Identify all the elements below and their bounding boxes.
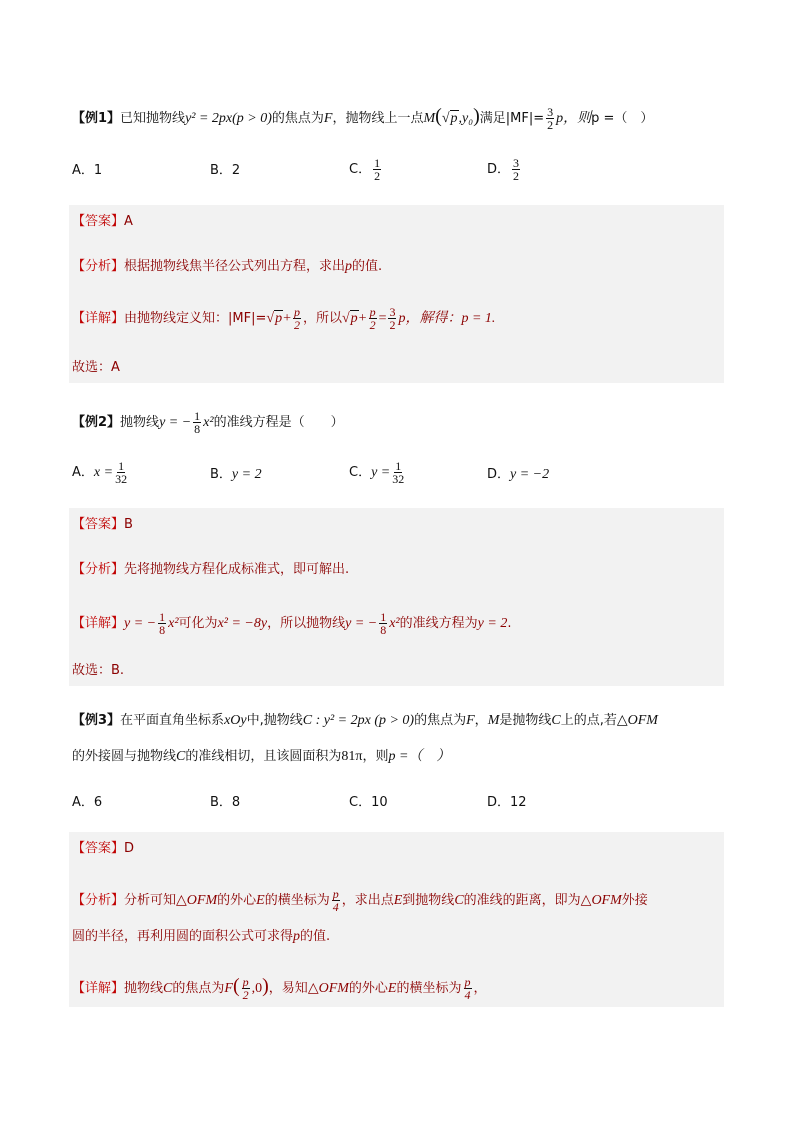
example2-detail: 【详解】y = − $\frac{1}{8}$ x²可化为x² = −8y，所以抛物线y = − $\frac{1}{8}$ x²的准线方程为y = 2. <box>72 610 512 637</box>
example3-detail: 【详解】抛物线C的焦点为F( $\frac{p}{2}$ ,0)，易知△OFM的外心E的横坐标为 $\frac{p}{4}$ ， <box>72 975 487 1002</box>
example2-option-d: D．y = −2 <box>487 467 550 482</box>
example1-detail: 【详解】由抛物线定义知：|MF|=√p+ $\frac{p}{2}$ ，所以√p+ $\frac{p}{2}$ = $\frac{3}{2}$ p，解得：p = 1. <box>72 305 496 332</box>
example1-choice: 故选：A <box>72 360 120 375</box>
example2-solution-panel <box>69 508 724 686</box>
example2-option-b: B．y = 2 <box>210 467 262 482</box>
example2-option-c: C．y = $\frac{1}{32}$ <box>349 459 405 486</box>
example3-option-a: A．6 <box>72 795 103 810</box>
example1-analysis: 【分析】根据抛物线焦半径公式列出方程，求出p的值. <box>72 259 383 274</box>
example1-option-c: C． $\frac{1}{2}$ <box>349 156 381 183</box>
example1-answer: 【答案】A <box>72 214 133 229</box>
example3-option-d: D．12 <box>487 795 527 810</box>
example1-label: 【例1】 <box>72 111 121 126</box>
example1-option-a: A．1 <box>72 163 103 178</box>
parabola-equation: y² = 2px(p > 0) <box>185 111 272 126</box>
fraction-3-2: $\frac{3}{2}$ <box>547 105 554 132</box>
example3-analysis-line2: 圆的半径，再利用圆的面积公式可求得p的值. <box>72 929 331 944</box>
example2-analysis: 【分析】先将抛物线方程化成标准式，即可解出. <box>72 562 350 577</box>
example3-option-c: C．10 <box>349 795 388 810</box>
example2-choice: 故选：B. <box>72 663 125 678</box>
example2-option-a: A．x = $\frac{1}{32}$ <box>72 459 128 486</box>
example3-answer: 【答案】D <box>72 841 135 856</box>
example2-question: 【例2】抛物线y = − $\frac{1}{8}$ x²的准线方程是（ ） <box>72 409 344 436</box>
example3-analysis-line1: 【分析】分析可知△OFM的外心E的横坐标为 $\frac{p}{4}$ ，求出点E到抛物线C的准线的距离，即为△OFM外接 <box>72 887 648 914</box>
sqrt-p: √p <box>441 111 458 126</box>
example1-question: 【例1】已知抛物线y² = 2px(p > 0)的焦点为F，抛物线上一点M(√p,y₀)满足|MF|= $\frac{3}{2}$ p，则p =（ ） <box>72 105 654 132</box>
example3-option-b: B．8 <box>210 795 241 810</box>
example2-answer: 【答案】B <box>72 517 133 532</box>
example2-label: 【例2】 <box>72 415 121 430</box>
example3-question-line1: 【例3】在平面直角坐标系xOy中,抛物线C : y² = 2px (p > 0)的焦点为F，M是抛物线C上的点,若△OFM <box>72 713 658 728</box>
example1-option-d: D． $\frac{3}{2}$ <box>487 156 520 183</box>
example3-label: 【例3】 <box>72 713 121 728</box>
example1-solution-panel <box>69 205 724 383</box>
example3-question-line2: 的外接圆与抛物线C的准线相切，且该圆面积为81π，则p =（ ） <box>72 749 451 764</box>
example1-option-b: B．2 <box>210 163 241 178</box>
